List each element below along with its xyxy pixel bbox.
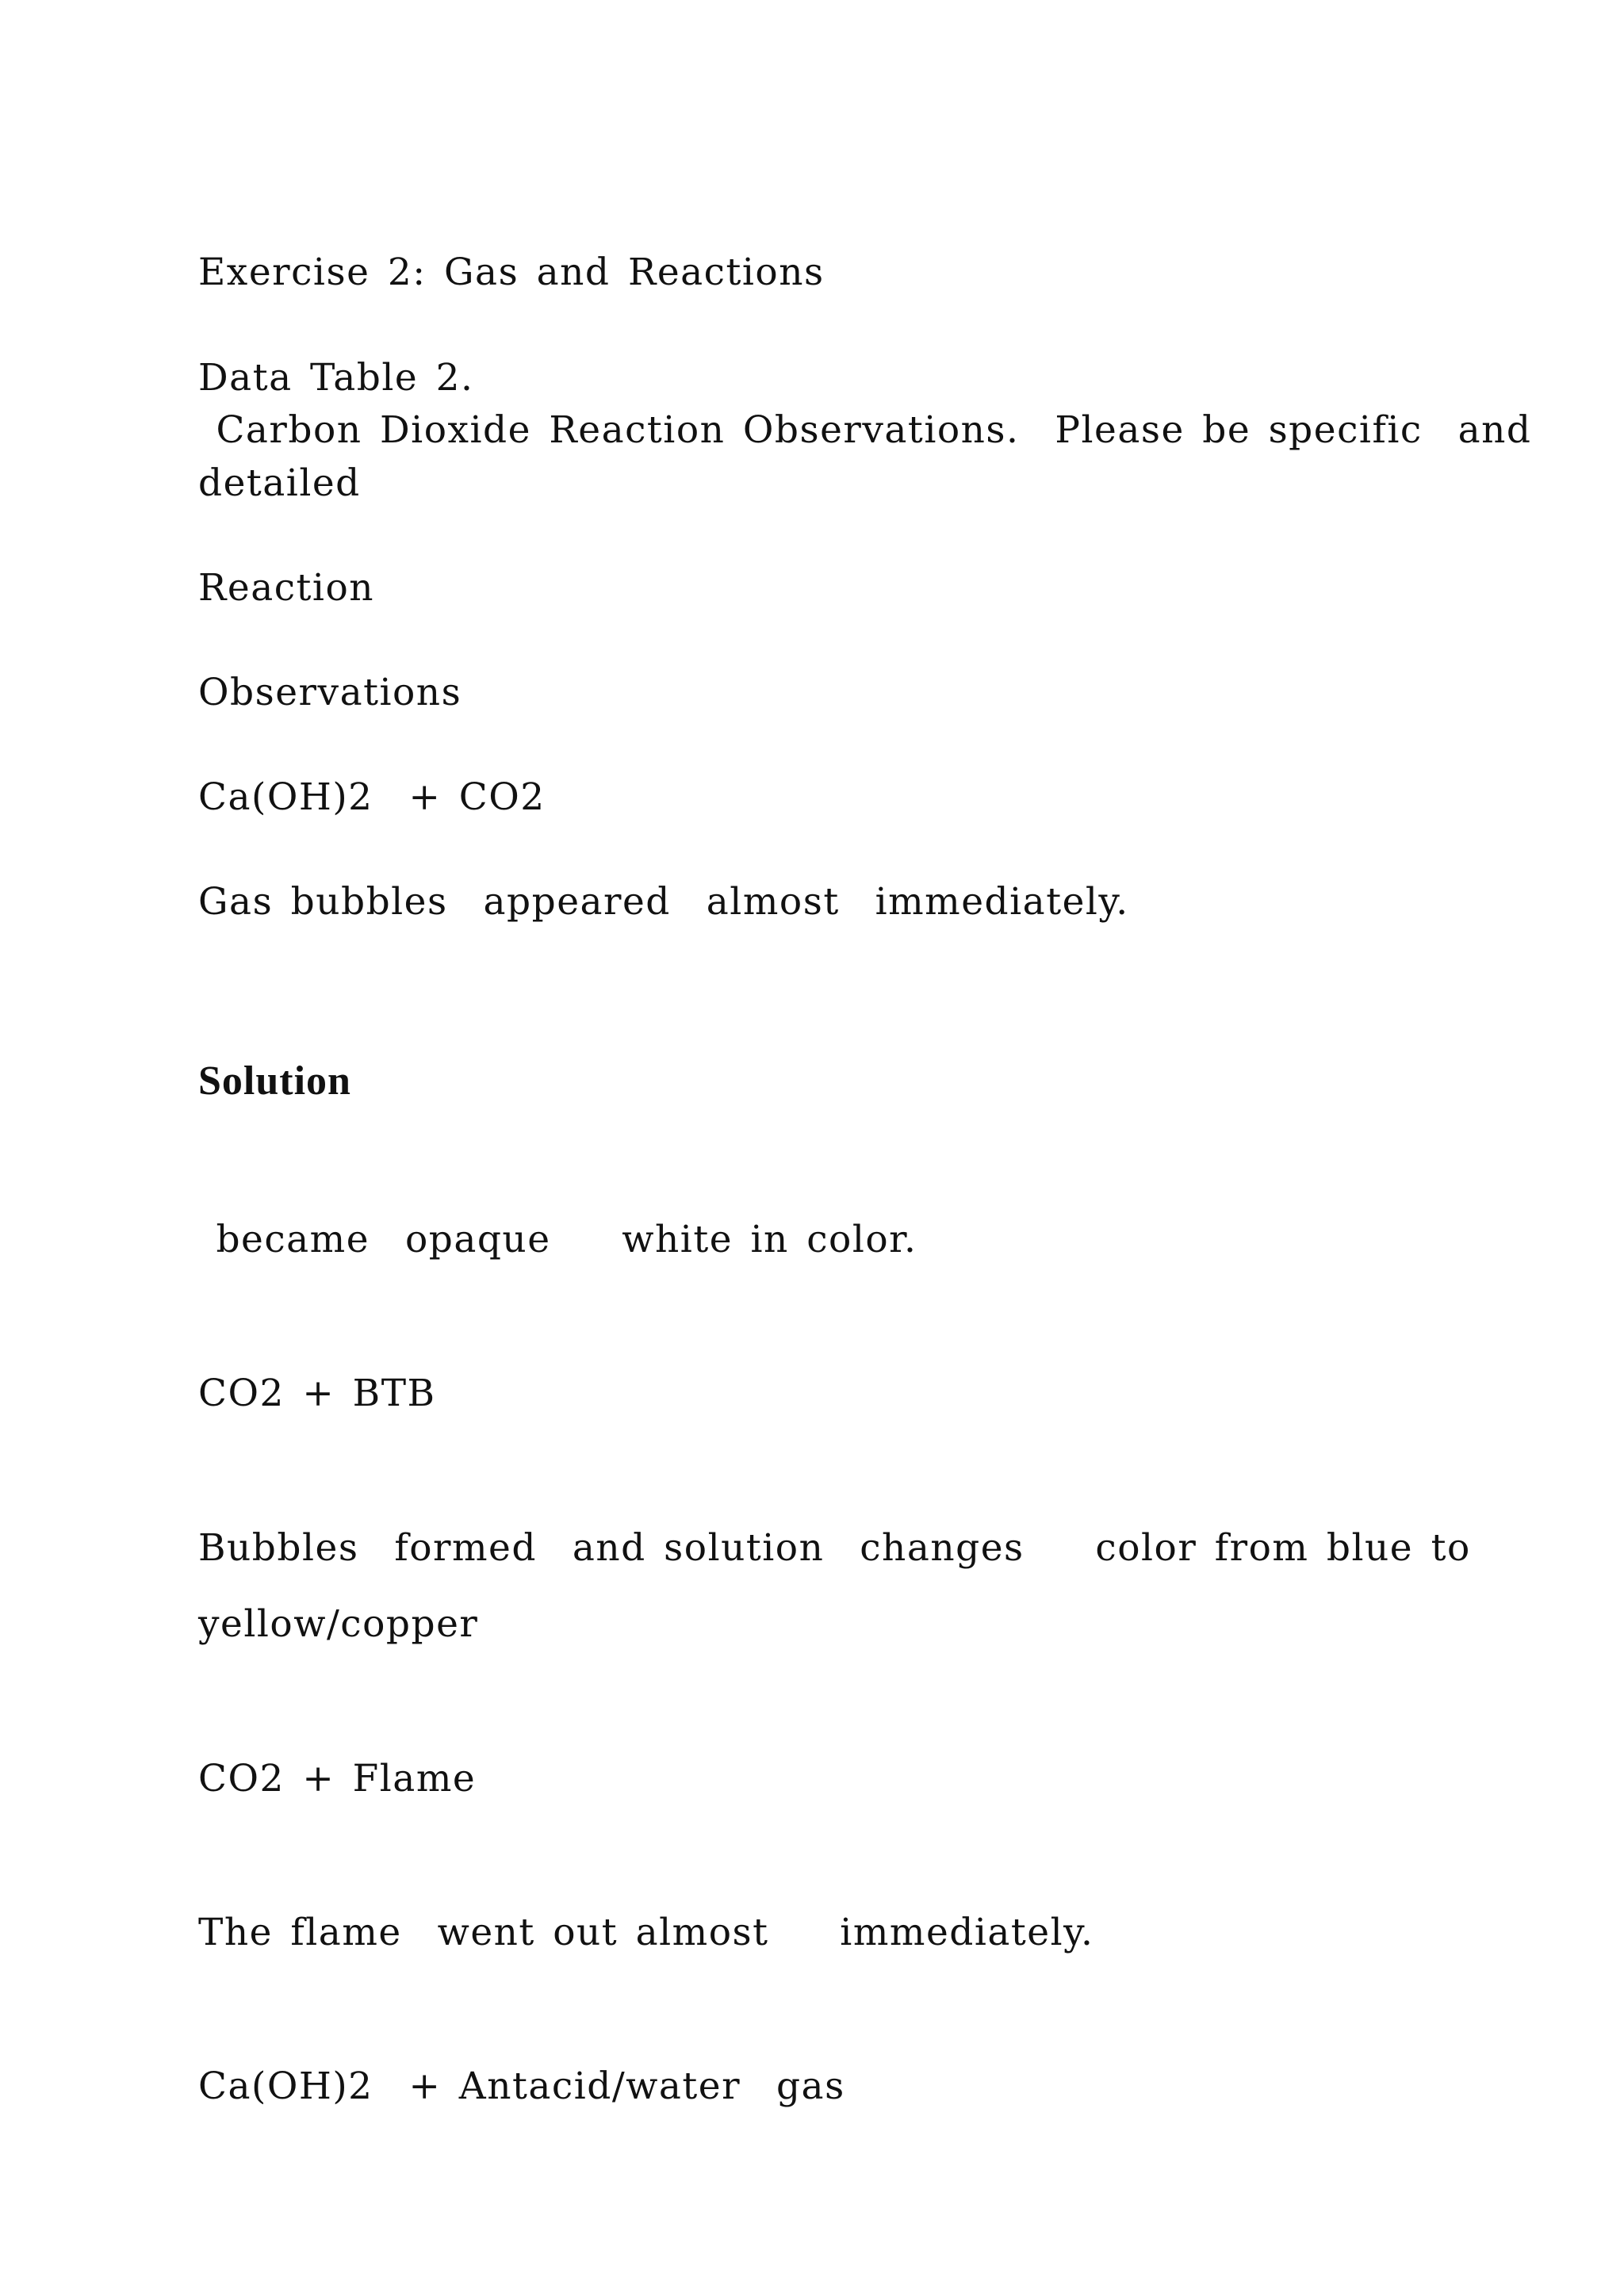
column-header-observations: Observations: [198, 671, 462, 714]
table-caption-line-1: Carbon Dioxide Reaction Observations. Please be specific and: [198, 408, 1532, 452]
solution-heading: Solution: [198, 1058, 351, 1104]
row-3-reaction: CO2 + Flame: [198, 1757, 477, 1800]
column-header-reaction: Reaction: [198, 566, 375, 610]
row-3-observation: The flame went out almost immediately.: [198, 1911, 1094, 1954]
row-1-reaction: Ca(OH)2 + CO2: [198, 775, 546, 819]
exercise-title: Exercise 2: Gas and Reactions: [198, 251, 825, 294]
table-label: Data Table 2.: [198, 356, 474, 400]
row-4-reaction: Ca(OH)2 + Antacid/water gas: [198, 2064, 845, 2108]
row-1-observation-continued: became opaque white in color.: [198, 1218, 917, 1261]
row-2-reaction: CO2 + BTB: [198, 1372, 436, 1415]
row-2-observation-line-2: yellow/copper: [198, 1602, 479, 1646]
table-caption-line-2: detailed: [198, 461, 361, 505]
row-1-observation: Gas bubbles appeared almost immediately.: [198, 880, 1129, 924]
row-2-observation-line-1: Bubbles formed and solution changes color from blue to: [198, 1526, 1471, 1570]
